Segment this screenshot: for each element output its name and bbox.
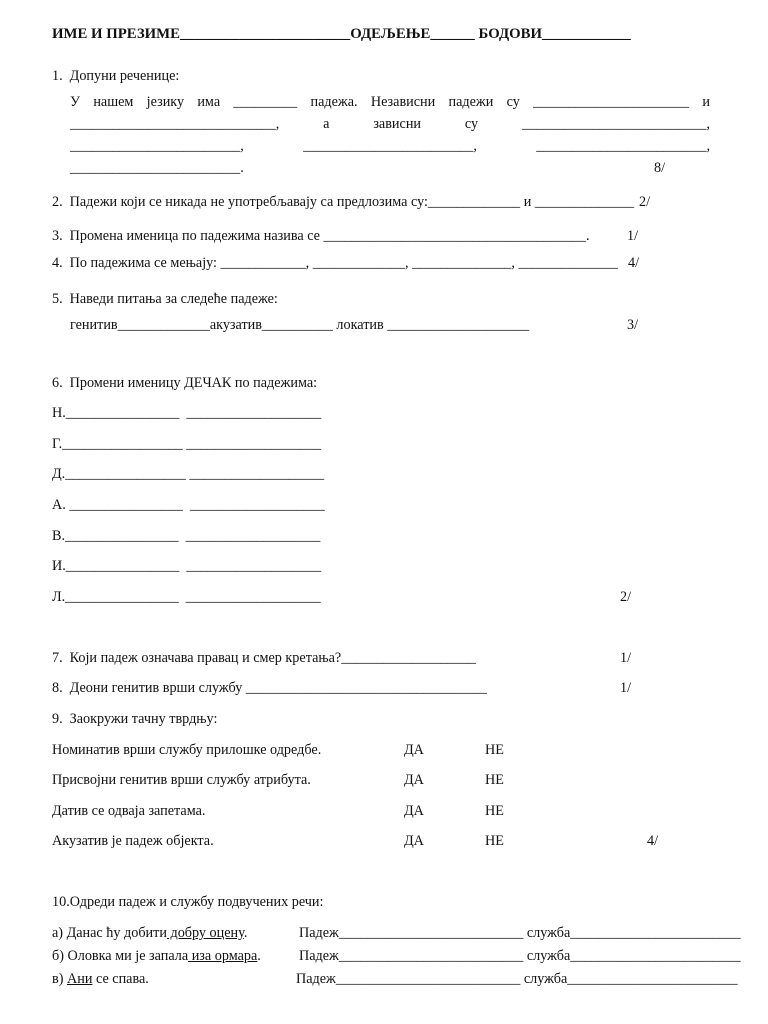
class-label: ОДЕЉЕЊЕ — [350, 26, 431, 42]
q5-points: 3/ — [627, 317, 639, 333]
q10-answers-b — [299, 947, 741, 965]
role-label: служба — [523, 971, 568, 987]
q8-text[interactable]: Деони генитив врши службу __________________________________ — [69, 680, 488, 696]
q10-item-text: . — [257, 948, 261, 964]
q5-answer-line[interactable]: генитив_____________акузатив__________ локатив ____________________ — [70, 317, 530, 333]
q7 — [52, 649, 476, 667]
q9-no-option[interactable]: НЕ — [485, 833, 504, 849]
q1-title-text: Допуни реченице: — [69, 68, 180, 84]
q2 — [52, 193, 634, 211]
q9-title-text: Заокружи тачну тврдњу: — [69, 711, 218, 727]
q6-points: 2/ — [620, 589, 632, 605]
q10-title — [52, 893, 323, 911]
q1-word: језику — [146, 94, 185, 110]
q6-number: 6. — [52, 375, 63, 391]
q1-word: су — [506, 94, 520, 110]
q1-blank[interactable]: _____________________________, — [70, 116, 280, 132]
points-label: БОДОВИ — [478, 26, 543, 42]
q10-underlined-word: Ани — [66, 971, 93, 987]
q10-item-c — [52, 970, 149, 988]
q9-yes-option[interactable]: ДА — [404, 803, 424, 819]
q8-number: 8. — [52, 680, 63, 696]
q7-text[interactable]: Који падеж означава правац и смер кретања?___________________ — [69, 650, 477, 666]
role-label: служба — [526, 925, 571, 941]
q1-word: зависни — [373, 116, 422, 132]
q6-row-accusative[interactable]: А. ________________ ___________________ — [52, 497, 325, 513]
q9-points: 4/ — [647, 833, 659, 849]
q6-row-vocative[interactable]: В.________________ ___________________ — [52, 528, 321, 544]
q9-statement: Присвојни генитив врши службу атрибута. — [52, 772, 311, 788]
q1-word: падежа. — [310, 94, 358, 110]
q3-points: 1/ — [627, 228, 639, 244]
case-label: Падеж — [299, 925, 339, 941]
q1-word: нашем — [93, 94, 134, 110]
q10-underlined-word: иза ормара — [188, 948, 258, 964]
q1-blank[interactable]: _________ — [233, 94, 298, 110]
q1-blank[interactable]: ________________________, — [536, 138, 710, 154]
q3-text[interactable]: Промена именица по падежима назива се _____________________________________. — [69, 228, 590, 244]
q1-word: падежи — [448, 94, 494, 110]
case-blank[interactable]: __________________________ — [338, 948, 524, 964]
q2-points: 2/ — [639, 194, 651, 210]
case-label: Падеж — [299, 948, 339, 964]
q6-row-nominative[interactable]: Н.________________ ___________________ — [52, 405, 322, 421]
q9-statement: Номинатив врши службу прилошке одредбе. — [52, 742, 322, 758]
q6-row-instrumental[interactable]: И.________________ ___________________ — [52, 558, 322, 574]
case-blank[interactable]: __________________________ — [338, 925, 524, 941]
q9-yes-option[interactable]: ДА — [404, 833, 424, 849]
q9-no-option[interactable]: НЕ — [485, 742, 504, 758]
header-line — [52, 25, 631, 43]
q1-word: У — [70, 94, 81, 110]
q1-word: има — [197, 94, 221, 110]
q8-points: 1/ — [620, 680, 632, 696]
q10-item-text: . — [243, 925, 248, 941]
q2-number: 2. — [52, 194, 63, 210]
q1-blank[interactable]: ________________________, — [303, 138, 477, 154]
q1-word: а — [323, 116, 330, 132]
q3 — [52, 227, 590, 245]
q1-word: Независни — [370, 94, 436, 110]
q6-row-locative[interactable]: Л.________________ ___________________ — [52, 589, 321, 605]
q4-points: 4/ — [628, 255, 640, 271]
q9-statement: Акузатив је падеж објекта. — [52, 833, 214, 849]
q1-blank[interactable]: __________________________, — [521, 116, 710, 132]
case-label: Падеж — [296, 971, 336, 987]
q10-item-text: а) Данас ћу добити — [52, 925, 167, 941]
q8 — [52, 679, 487, 697]
q9-title — [52, 710, 217, 728]
q10-item-b — [52, 947, 261, 965]
q9-statement: Датив се одваја запетама. — [52, 803, 206, 819]
q2-text[interactable]: Падежи који се никада не употребљавају са предлозима су:_____________ и ______________ — [69, 194, 635, 210]
role-blank[interactable]: ________________________ — [570, 925, 741, 941]
q1-points: 8/ — [654, 160, 666, 176]
q10-answers-c — [296, 970, 738, 988]
q10-item-text: се спава. — [92, 971, 149, 987]
role-blank[interactable]: ________________________ — [567, 971, 738, 987]
q6-row-dative[interactable]: Д._________________ ___________________ — [52, 466, 325, 482]
class-blank[interactable]: ______ — [430, 26, 475, 42]
q6-title — [52, 374, 317, 392]
q5-title-text: Наведи питања за следеће падеже: — [69, 291, 278, 307]
q1-blank[interactable]: ________________________, — [70, 138, 244, 154]
q4 — [52, 254, 618, 272]
q1-blank[interactable]: ______________________ — [533, 94, 690, 110]
q5-number: 5. — [52, 291, 63, 307]
q7-points: 1/ — [620, 650, 632, 666]
name-blank[interactable]: _______________________ — [180, 26, 351, 42]
q1-word: и — [702, 94, 710, 110]
q1-word: су — [464, 116, 479, 132]
q10-title-text: Одреди падеж и службу подвучених речи: — [69, 894, 324, 910]
q1-row-3 — [70, 137, 710, 155]
q1-row-4[interactable]: ________________________. — [70, 160, 244, 176]
q3-number: 3. — [52, 228, 63, 244]
q6-title-text: Промени именицу ДЕЧАК по падежима: — [69, 375, 318, 391]
q9-no-option[interactable]: НЕ — [485, 803, 504, 819]
q10-item-text: б) Оловка ми је запала — [52, 948, 189, 964]
q10-number: 10. — [52, 894, 70, 910]
q1-title — [52, 67, 179, 85]
q5-title — [52, 290, 278, 308]
points-blank[interactable]: ____________ — [542, 26, 631, 42]
q1-number: 1. — [52, 68, 63, 84]
q1-row-2 — [70, 115, 710, 133]
q4-text[interactable]: По падежима се мењају: ____________, _____________, ______________, ______________ — [69, 255, 618, 271]
q4-number: 4. — [52, 255, 63, 271]
q10-item-a — [52, 924, 247, 942]
q9-yes-option[interactable]: ДА — [404, 742, 424, 758]
role-label: служба — [526, 948, 571, 964]
role-blank[interactable]: ________________________ — [570, 948, 741, 964]
q10-item-text: в) — [52, 971, 67, 987]
q10-underlined-word: добру оцену — [166, 925, 244, 941]
q10-answers-a — [299, 924, 741, 942]
name-label: ИМЕ И ПРЕЗИМЕ — [52, 26, 181, 42]
q9-number: 9. — [52, 711, 63, 727]
q1-row-1 — [70, 93, 710, 111]
q6-row-genitive[interactable]: Г._________________ ___________________ — [52, 436, 322, 452]
case-blank[interactable]: __________________________ — [335, 971, 521, 987]
q9-yes-option[interactable]: ДА — [404, 772, 424, 788]
q9-no-option[interactable]: НЕ — [485, 772, 504, 788]
q7-number: 7. — [52, 650, 63, 666]
